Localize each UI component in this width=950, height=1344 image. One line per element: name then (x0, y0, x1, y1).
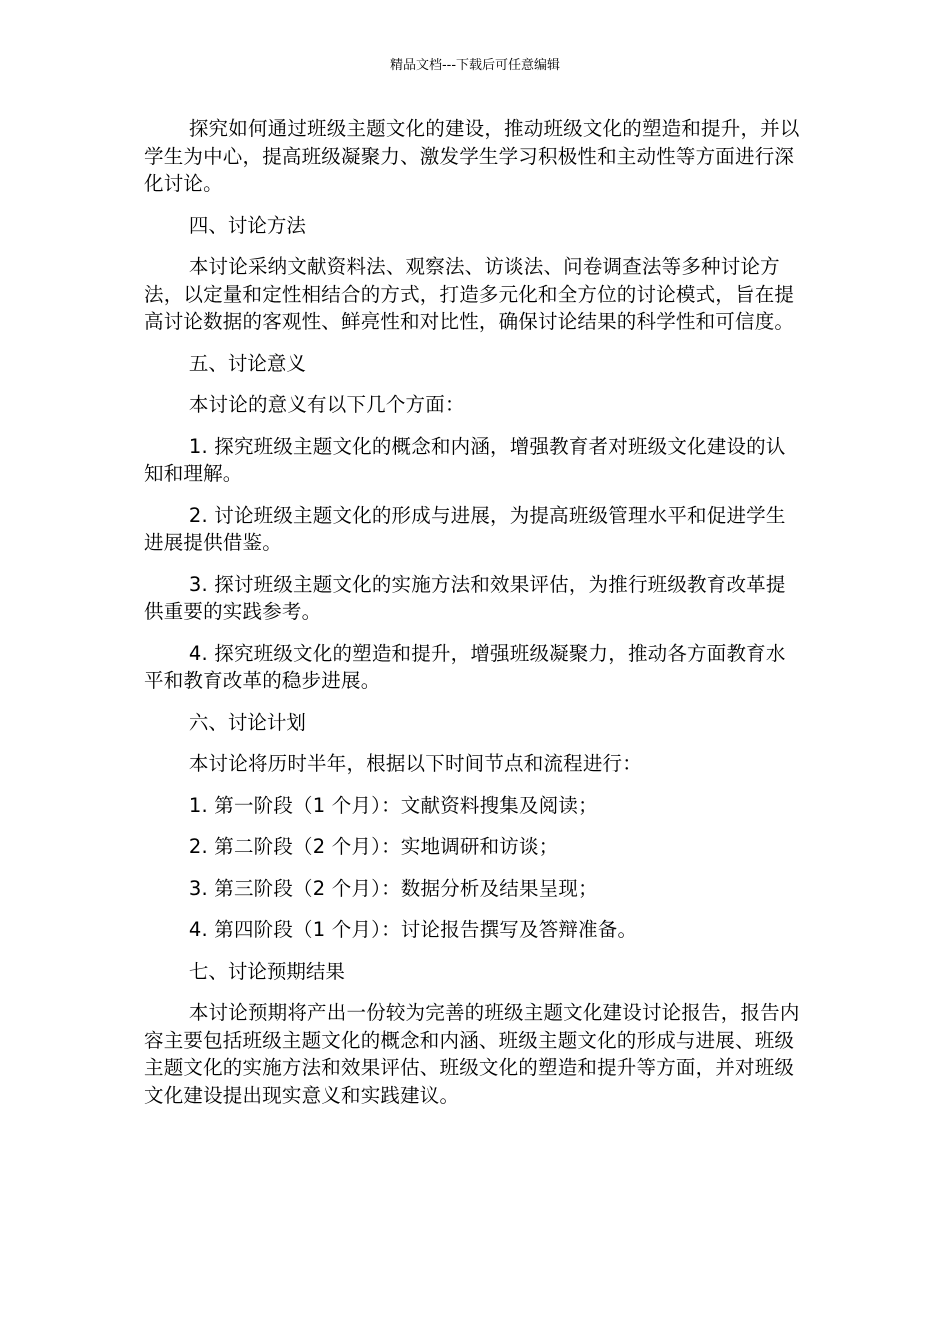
paragraph-significance-intro: 本讨论的意义有以下几个方面： (188, 393, 465, 416)
page-header: 精品文档---下载后可任意编辑 (389, 58, 561, 73)
list-item-significance-3: 3. 探讨班级主题文化的实施方法和效果评估，为推行班级教育改革提供重要的实践参考。 (144, 572, 786, 623)
list-item-significance-2: 2. 讨论班级主题文化的形成与进展，为提高班级管理水平和促进学生进展提供借鉴。 (144, 503, 786, 554)
paragraph-plan-intro: 本讨论将历时半年，根据以下时间节点和流程进行： (188, 752, 642, 775)
list-item-plan-1: 1. 第一阶段（1 个月）：文献资料搜集及阅读； (188, 793, 598, 817)
paragraph-methods: 本讨论采纳文献资料法、观察法、访谈法、问卷调查法等多种讨论方法，以定量和定性相结合的方式，打造多元化和全方位的讨论模式，旨在提高讨论数据的客观性、鲜亮性和对比性，确保讨论结果的科学性和可信度。 (144, 255, 795, 333)
document-body (144, 115, 804, 1123)
heading-significance: 五、讨论意义 (188, 351, 306, 375)
paragraph-expected-results: 本讨论预期将产出一份较为完善的班级主题文化建设讨论报告，报告内容主要包括班级主题文化的概念和内涵、班级主题文化的形成与进展、班级主题文化的实施方法和效果评估、班级文化的塑造和提升等方面，并对班级文化建设提出现实意义和实践建议。 (144, 1001, 800, 1107)
list-item-significance-4: 4. 探究班级文化的塑造和提升，增强班级凝聚力，推动各方面教育水平和教育改革的稳步进展。 (144, 641, 786, 692)
heading-methods: 四、讨论方法 (188, 213, 306, 237)
heading-expected-results: 七、讨论预期结果 (188, 959, 345, 983)
list-item-significance-1: 1. 探究班级主题文化的概念和内涵，增强教育者对班级文化建设的认知和理解。 (144, 434, 786, 485)
paragraph-intro: 探究如何通过班级主题文化的建设，推动班级文化的塑造和提升，并以学生为中心，提高班级凝聚力、激发学生学习积极性和主动性等方面进行深化讨论。 (144, 117, 800, 195)
list-item-plan-4: 4. 第四阶段（1 个月）：讨论报告撰写及答辩准备。 (188, 918, 638, 941)
heading-plan: 六、讨论计划 (188, 710, 306, 734)
list-item-plan-3: 3. 第三阶段（2 个月）：数据分析及结果呈现； (188, 876, 598, 900)
list-item-plan-2: 2. 第二阶段（2 个月）：实地调研和访谈； (188, 835, 559, 858)
